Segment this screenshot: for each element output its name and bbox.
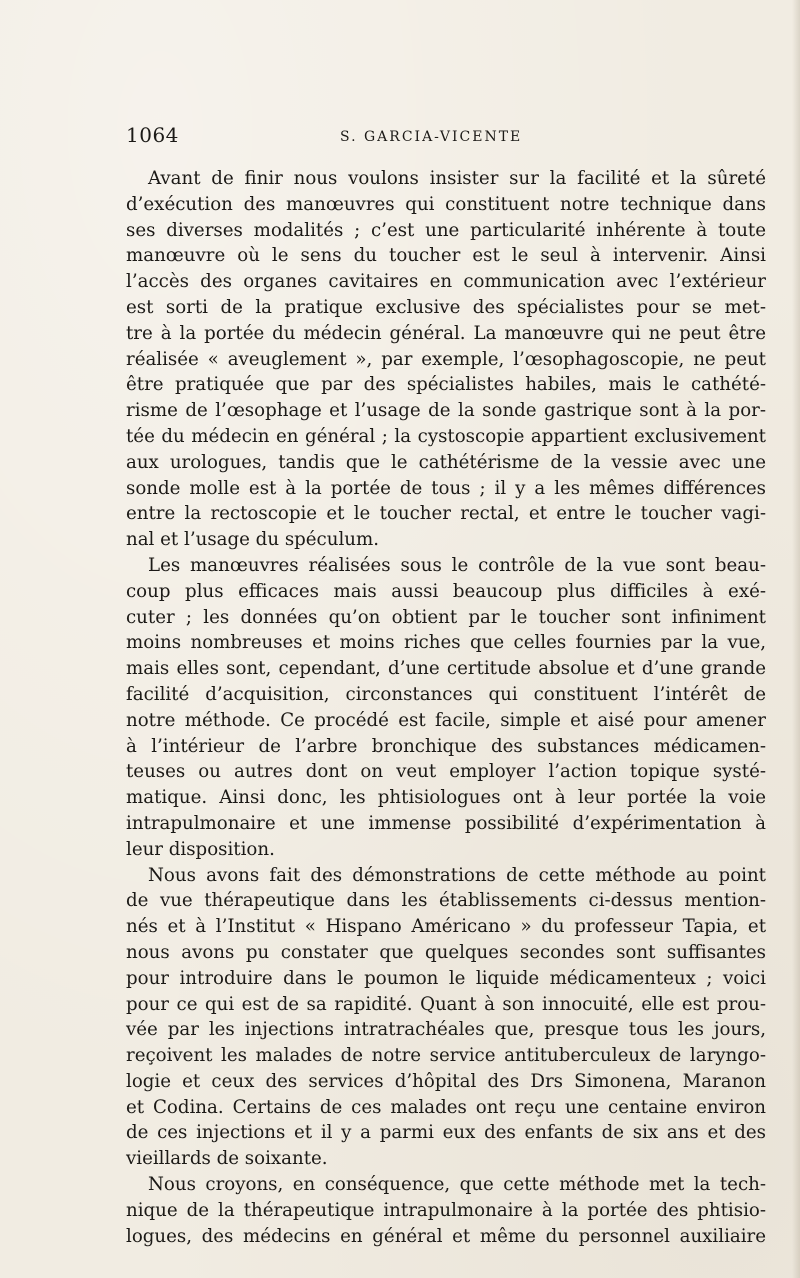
paragraph [126, 863, 766, 1173]
text-line: pour ce qui est de sa rapidité. Quant à son innocuité, elle est prou- [126, 993, 766, 1015]
text-line: logie et ceux des services d’hôpital des Drs Simonena, Maranon [126, 1070, 766, 1092]
text-line: vieillards de soixante. [126, 1148, 328, 1170]
text-line: tée du médecin en général ; la cystoscopie appartient exclusivement [126, 425, 766, 447]
text-line: de ces injections et il y a parmi eux des enfants de six ans et des [126, 1122, 766, 1144]
text-line: vée par les injections intratrachéales que, presque tous les jours, [126, 1019, 766, 1041]
text-line: être pratiquée que par des spécialistes habiles, mais le cathété- [126, 374, 766, 396]
text-line: mais elles sont, cependant, d’une certitude absolue et d’une grande [126, 658, 766, 680]
text-line: est sorti de la pratique exclusive des spécialistes pour se met- [126, 296, 766, 318]
running-head: S. GARCIA-VICENTE [340, 129, 523, 145]
paragraph [126, 1172, 766, 1249]
text-line: manœuvre où le sens du toucher est le seul à intervenir. Ainsi [126, 245, 766, 267]
text-line: de vue thérapeutique dans les établissements ci-dessus mention- [126, 890, 766, 912]
text-line: leur disposition. [126, 838, 275, 860]
paragraph [126, 166, 766, 553]
text-line: sonde molle est à la portée de tous ; il y a les mêmes différences [126, 477, 766, 499]
text-line: entre la rectoscopie et le toucher rectal, et entre le toucher vagi- [126, 503, 766, 525]
text-line: Nous croyons, en conséquence, que cette méthode met la tech- [148, 1174, 766, 1196]
text-line: intrapulmonaire et une immense possibilité d’expérimentation à [126, 812, 766, 834]
text-line: Avant de finir nous voulons insister sur la facilité et la sûreté [148, 168, 766, 189]
text-line: Les manœuvres réalisées sous le contrôle de la vue sont beau- [148, 554, 766, 576]
text-line: ses diverses modalités ; c’est une particularité inhérente à toute [126, 219, 766, 241]
text-line: à l’intérieur de l’arbre bronchique des substances médicamen- [126, 735, 766, 757]
page-number: 1064 [126, 123, 179, 147]
text-line: nal et l’usage du spéculum. [126, 529, 380, 551]
page-header [126, 120, 666, 150]
text-line: logues, des médecins en général et même du personnel auxiliaire [126, 1225, 766, 1247]
text-line: cuter ; les données qu’on obtient par le toucher sont infiniment [126, 606, 766, 628]
text-line: tre à la portée du médecin général. La manœuvre qui ne peut être [126, 322, 766, 344]
text-line: aux urologues, tandis que le cathétérisme de la vessie avec une [126, 451, 766, 473]
text-line: d’exécution des manœuvres qui constituent notre technique dans [126, 193, 766, 215]
text-line: et Codina. Certains de ces malades ont reçu une centaine environ [126, 1096, 766, 1118]
text-line: notre méthode. Ce procédé est facile, simple et aisé pour amener [126, 709, 766, 731]
text-line: moins nombreuses et moins riches que celles fournies par la vue, [126, 632, 766, 654]
paragraph [126, 553, 766, 863]
text-line: pour introduire dans le poumon le liquide médicamenteux ; voici [126, 967, 766, 989]
text-line: l’accès des organes cavitaires en communication avec l’extérieur [126, 271, 766, 293]
text-line: nique de la thérapeutique intrapulmonaire à la portée des phtisio- [126, 1199, 766, 1221]
text-line: réalisée « aveuglement », par exemple, l’œsophagoscopie, ne peut [126, 348, 766, 370]
text-line: nés et à l’Institut « Hispano Américano » du professeur Tapia, et [126, 916, 766, 938]
text-line: matique. Ainsi donc, les phtisiologues ont à leur portée la voie [126, 787, 766, 809]
text-line: reçoivent les malades de notre service antituberculeux de laryngo- [126, 1045, 766, 1067]
text-line: coup plus efficaces mais aussi beaucoup plus difficiles à exé- [126, 580, 766, 602]
text-line: nous avons pu constater que quelques secondes sont suffisantes [126, 941, 766, 963]
body-text [126, 166, 766, 1249]
text-line: facilité d’acquisition, circonstances qui constituent l’intérêt de [126, 683, 766, 705]
text-line: teuses ou autres dont on veut employer l’action topique systé- [126, 761, 766, 783]
text-line: Nous avons fait des démonstrations de cette méthode au point [148, 864, 766, 886]
text-line: risme de l’œsophage et l’usage de la sonde gastrique sont à la por- [126, 400, 766, 422]
page-edge-shadow [792, 0, 800, 1278]
